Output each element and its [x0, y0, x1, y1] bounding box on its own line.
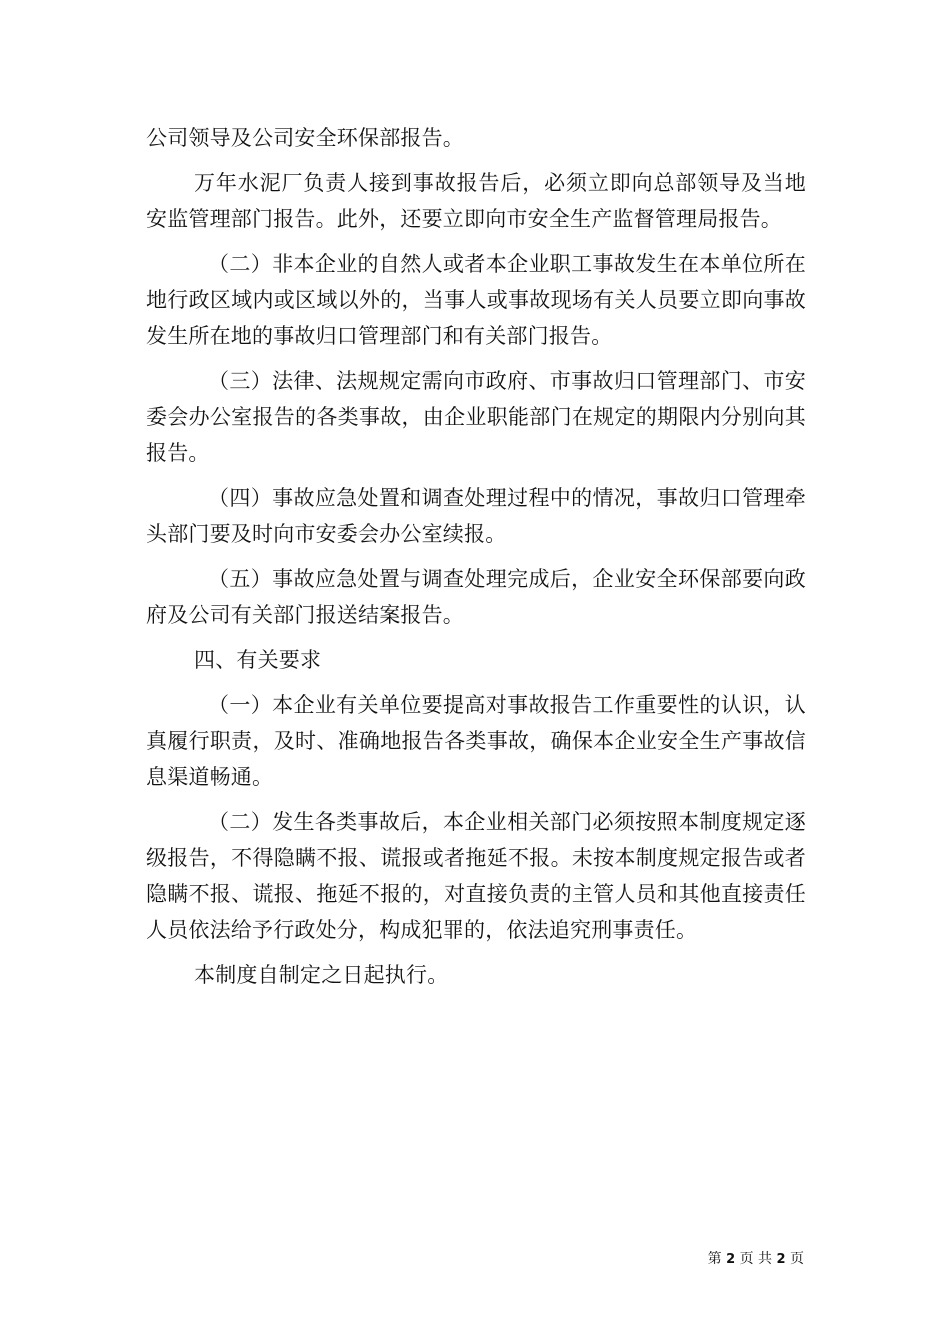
document-body: [146, 120, 806, 1002]
footer-suffix: 页: [790, 1251, 804, 1267]
paragraph-requirement-2: （二）发生各类事故后，本企业相关部门必须按照本制度规定逐级报告，不得隐瞒不报、谎报或者拖延不报。未按本制度规定报告或者隐瞒不报、谎报、拖延不报的，对直接负责的主管人员和其他直接责任人员依法给予行政处分，构成犯罪的，依法追究刑事责任。: [146, 810, 806, 942]
paragraph-requirement-1: （一）本企业有关单位要提高对事故报告工作重要性的认识，认真履行职责，及时、准确地报告各类事故，确保本企业安全生产事故信息渠道畅通。: [146, 693, 806, 789]
page-footer: [708, 1250, 804, 1269]
paragraph-item-2: （二）非本企业的自然人或者本企业职工事故发生在本单位所在地行政区域内或区域以外的，当事人或事故现场有关人员要立即向事故发生所在地的事故归口管理部门和有关部门报告。: [146, 252, 806, 348]
paragraph-effective-date: 本制度自制定之日起执行。: [194, 963, 449, 987]
paragraph-item-4: （四）事故应急处置和调查处理过程中的情况，事故归口管理牵头部门要及时向市安委会办公室续报。: [146, 486, 806, 546]
footer-current-page: 2: [726, 1252, 736, 1267]
paragraph-continuation: 公司领导及公司安全环保部报告。: [146, 126, 464, 150]
paragraph-plant-report: 万年水泥厂负责人接到事故报告后，必须立即向总部领导及当地安监管理部门报告。此外，还要立即向市安全生产监督管理局报告。: [146, 171, 806, 231]
footer-total-pages: 2: [776, 1252, 786, 1267]
footer-prefix: 第: [707, 1251, 722, 1267]
paragraph-item-5: （五）事故应急处置与调查处理完成后，企业安全环保部要向政府及公司有关部门报送结案报告。: [146, 567, 806, 627]
section-heading-requirements: 四、有关要求: [194, 648, 322, 672]
paragraph-item-3: （三）法律、法规规定需向市政府、市事故归口管理部门、市安委会办公室报告的各类事故，由企业职能部门在规定的期限内分别向其报告。: [146, 369, 806, 465]
footer-middle: 页 共: [739, 1251, 773, 1267]
